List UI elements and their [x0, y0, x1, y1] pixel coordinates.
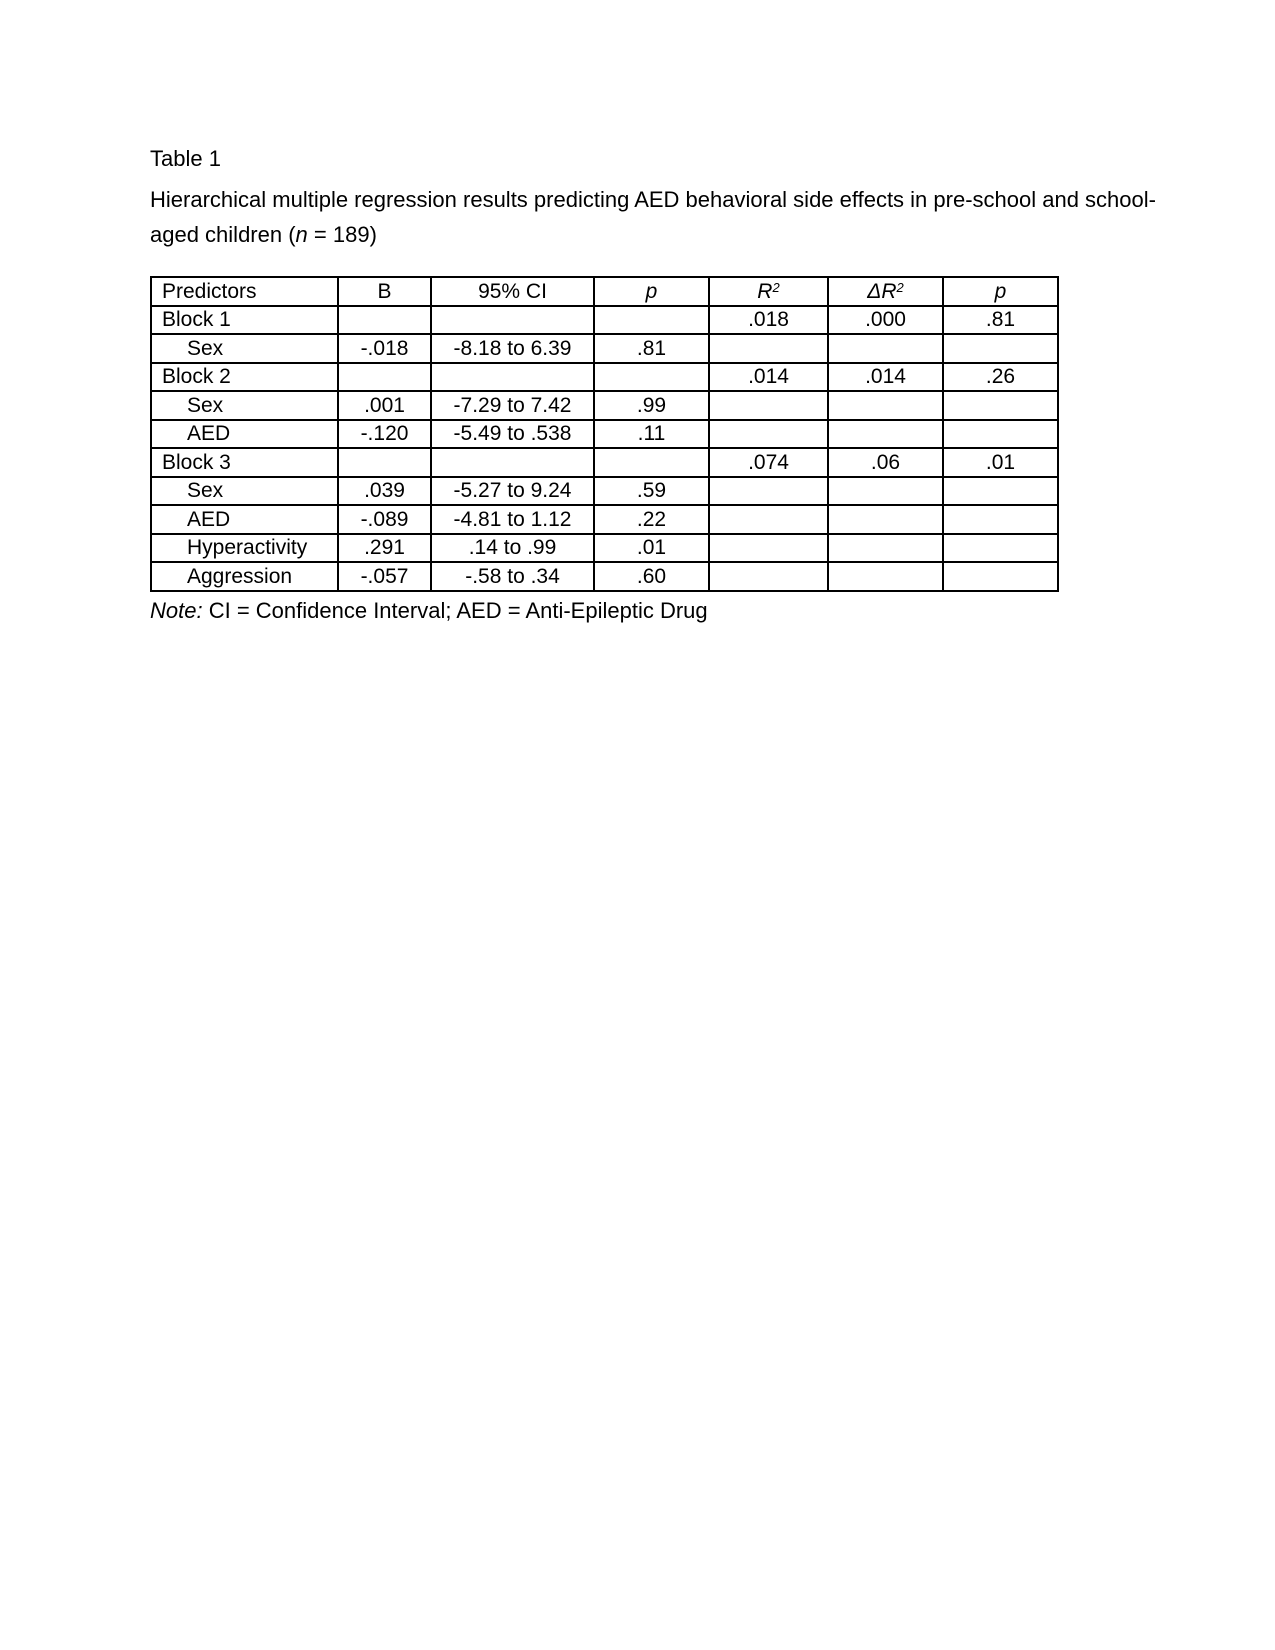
cell-p2	[943, 477, 1058, 506]
cell-p2	[943, 562, 1058, 591]
column-header-r2: $R^2$	[709, 277, 828, 306]
cell-p: .99	[594, 391, 709, 420]
cell-p2: .81	[943, 306, 1058, 335]
column-header-p2: p	[943, 277, 1058, 306]
cell-b: -.057	[338, 562, 431, 591]
cell-b	[338, 448, 431, 477]
cell-p: .60	[594, 562, 709, 591]
cell-label: Block 1	[151, 306, 338, 335]
cell-dr2	[828, 505, 943, 534]
cell-p: .01	[594, 534, 709, 563]
cell-dr2	[828, 534, 943, 563]
cell-p: .81	[594, 334, 709, 363]
cell-label: Sex	[151, 334, 338, 363]
cell-p: .59	[594, 477, 709, 506]
cell-b: -.018	[338, 334, 431, 363]
cell-b: -.120	[338, 420, 431, 449]
cell-ci: -7.29 to 7.42	[431, 391, 594, 420]
column-header-b: B	[338, 277, 431, 306]
cell-dr2: .000	[828, 306, 943, 335]
cell-ci: -8.18 to 6.39	[431, 334, 594, 363]
cell-r2	[709, 562, 828, 591]
table-header	[151, 277, 1058, 306]
cell-r2	[709, 334, 828, 363]
regression-table-wrap	[150, 276, 1059, 592]
cell-p2	[943, 505, 1058, 534]
cell-r2: .014	[709, 363, 828, 392]
note-label: Note:	[150, 598, 203, 623]
cell-p2	[943, 334, 1058, 363]
table-row	[151, 505, 1058, 534]
cell-dr2	[828, 477, 943, 506]
table-row	[151, 363, 1058, 392]
cell-label: Sex	[151, 391, 338, 420]
cell-label: Aggression	[151, 562, 338, 591]
table-row	[151, 420, 1058, 449]
cell-p: .11	[594, 420, 709, 449]
table-row	[151, 334, 1058, 363]
cell-p	[594, 448, 709, 477]
cell-p	[594, 306, 709, 335]
cell-dr2	[828, 334, 943, 363]
cell-ci: -5.27 to 9.24	[431, 477, 594, 506]
cell-r2	[709, 477, 828, 506]
cell-ci: -5.49 to .538	[431, 420, 594, 449]
cell-r2: .074	[709, 448, 828, 477]
cell-p	[594, 363, 709, 392]
cell-r2	[709, 534, 828, 563]
regression-table	[150, 276, 1059, 592]
cell-b: .039	[338, 477, 431, 506]
cell-dr2	[828, 391, 943, 420]
cell-label: Block 3	[151, 448, 338, 477]
cell-b: .001	[338, 391, 431, 420]
caption-line-2	[150, 217, 1156, 252]
table-note	[150, 597, 708, 625]
cell-p2	[943, 391, 1058, 420]
table-row	[151, 391, 1058, 420]
cell-ci: -4.81 to 1.12	[431, 505, 594, 534]
table-row	[151, 448, 1058, 477]
cell-p2: .26	[943, 363, 1058, 392]
cell-ci	[431, 306, 594, 335]
column-header-ci: 95% CI	[431, 277, 594, 306]
cell-label: Sex	[151, 477, 338, 506]
column-header-p: p	[594, 277, 709, 306]
caption-n-symbol: n	[295, 222, 308, 247]
caption-line-2-post: = 189)	[307, 222, 377, 247]
table-row	[151, 477, 1058, 506]
caption-line-1: Hierarchical multiple regression results predicting AED behavioral side effects in pre-school and school-	[150, 187, 1156, 212]
cell-p2: .01	[943, 448, 1058, 477]
cell-b: -.089	[338, 505, 431, 534]
cell-r2: .018	[709, 306, 828, 335]
cell-dr2	[828, 420, 943, 449]
column-header-dr2: $\Delta R^2$	[828, 277, 943, 306]
cell-p2	[943, 420, 1058, 449]
cell-label: AED	[151, 505, 338, 534]
caption-line-2-pre: aged children (	[150, 222, 296, 247]
cell-ci	[431, 363, 594, 392]
cell-b: .291	[338, 534, 431, 563]
cell-label: Hyperactivity	[151, 534, 338, 563]
cell-dr2: .014	[828, 363, 943, 392]
cell-r2	[709, 391, 828, 420]
cell-ci: -.58 to .34	[431, 562, 594, 591]
table-row	[151, 534, 1058, 563]
cell-dr2	[828, 562, 943, 591]
table-body	[151, 306, 1058, 591]
table-caption	[150, 182, 1156, 252]
cell-label: AED	[151, 420, 338, 449]
column-header-label: Predictors	[151, 277, 338, 306]
header-row	[151, 277, 1058, 306]
table-row	[151, 306, 1058, 335]
cell-p: .22	[594, 505, 709, 534]
cell-b	[338, 306, 431, 335]
cell-dr2: .06	[828, 448, 943, 477]
cell-b	[338, 363, 431, 392]
cell-p2	[943, 534, 1058, 563]
cell-ci: .14 to .99	[431, 534, 594, 563]
table-row	[151, 562, 1058, 591]
cell-label: Block 2	[151, 363, 338, 392]
cell-r2	[709, 420, 828, 449]
table-title: Table 1	[150, 146, 221, 171]
note-text: CI = Confidence Interval; AED = Anti-Epileptic Drug	[202, 598, 708, 623]
cell-ci	[431, 448, 594, 477]
cell-r2	[709, 505, 828, 534]
